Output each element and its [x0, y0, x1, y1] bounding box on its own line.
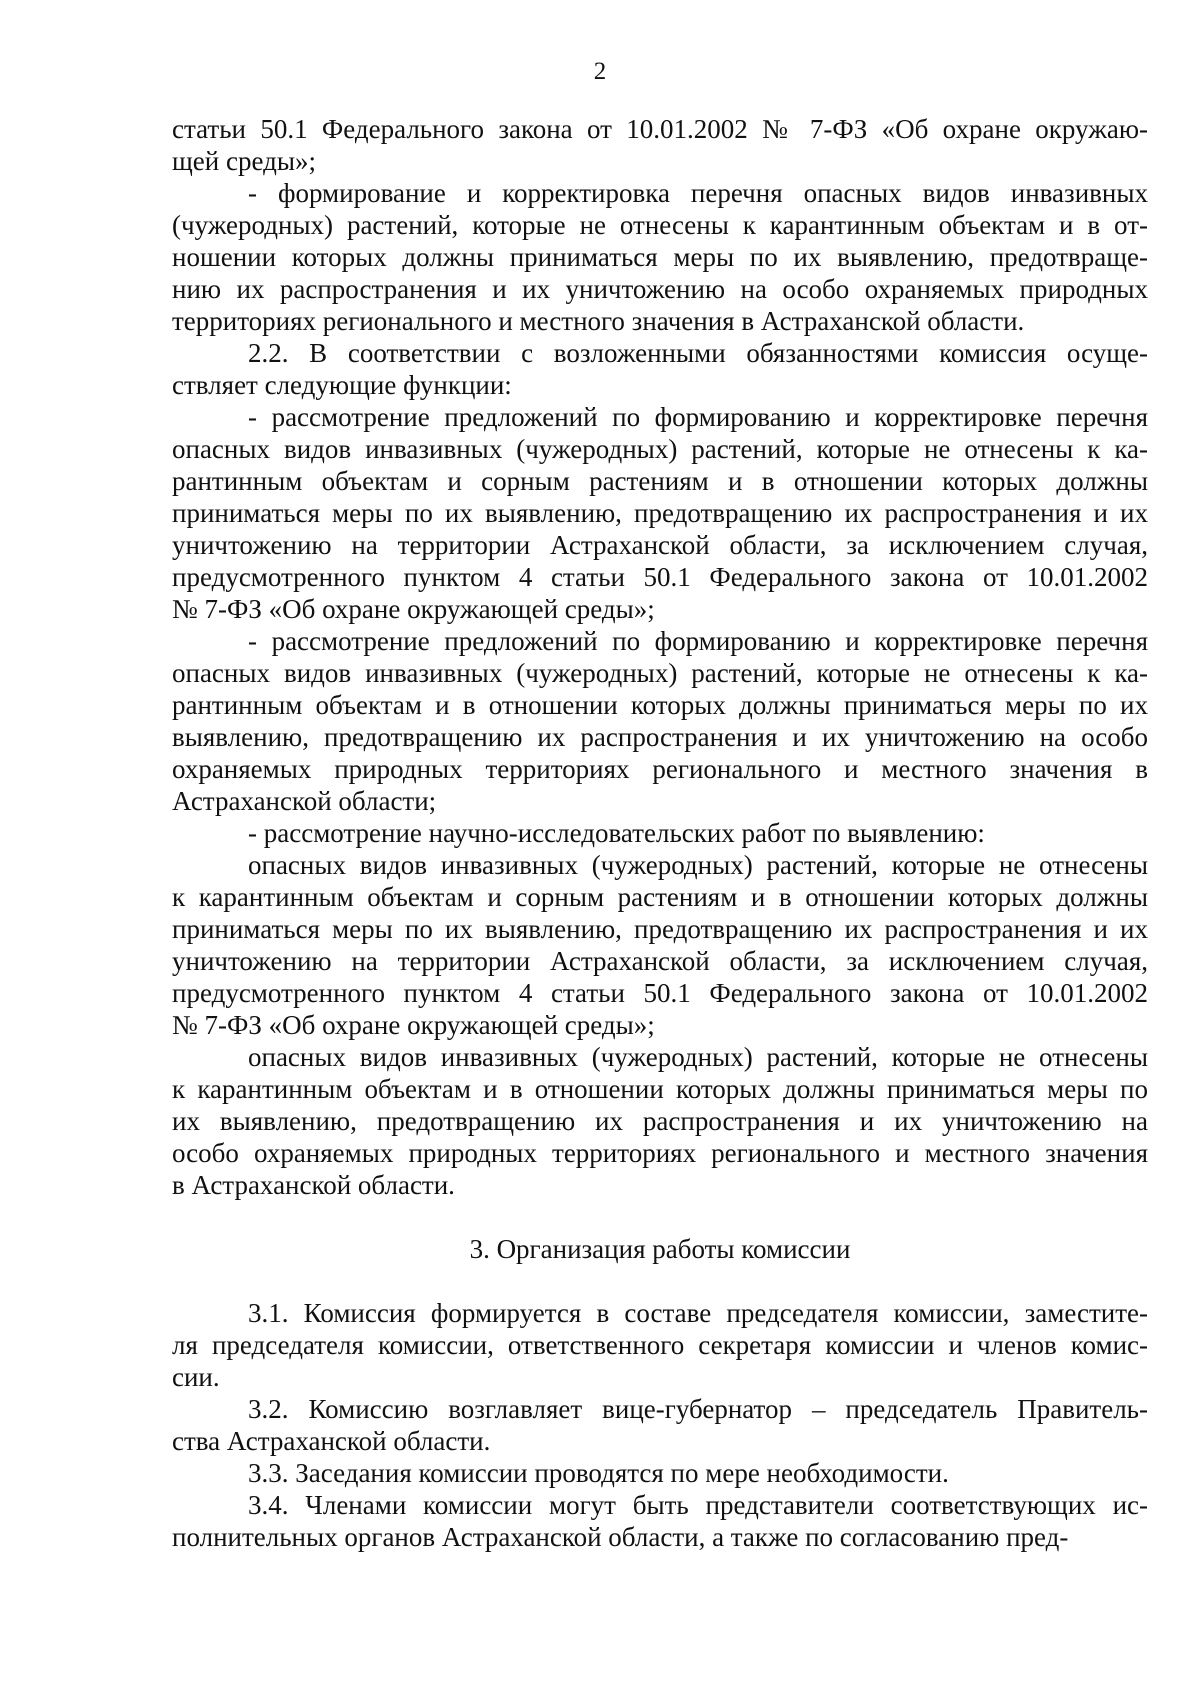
paragraph [172, 337, 1148, 401]
text-line: к карантинным объектам и в отношении которых должны приниматься меры по [172, 1074, 1148, 1104]
text-line: 3.3. Заседания комиссии проводятся по мере необходимости. [248, 1458, 949, 1488]
text-line: охраняемых природных территориях регионального и местного значения в [172, 754, 1148, 784]
text-line: Астраханской области; [172, 786, 437, 816]
paragraph [172, 1489, 1148, 1553]
paragraph [172, 1457, 1148, 1489]
section-heading: 3. Организация работы комиссии [469, 1234, 851, 1264]
text-line: ношении которых должны приниматься меры по их выявлению, предотвраще- [172, 242, 1148, 272]
paragraph [172, 849, 1148, 1041]
text-line: № 7-ФЗ «Об охране окружающей среды»; [172, 594, 655, 624]
text-line: сии. [172, 1362, 220, 1392]
paragraphs-before-section [172, 113, 1148, 1201]
text-line: ля председателя комиссии, ответственного секретаря комиссии и членов комис- [172, 1330, 1148, 1360]
text-line: щей среды»; [172, 146, 316, 176]
paragraph [172, 177, 1148, 337]
paragraph [172, 401, 1148, 625]
text-line: приниматься меры по их выявлению, предотвращению их распространения и их [172, 498, 1148, 528]
text-line: уничтожению на территории Астраханской области, за исключением случая, [172, 946, 1148, 976]
text-line: 3.2. Комиссию возглавляет вице-губернатор – председатель Правитель- [248, 1394, 1148, 1424]
text-line: к карантинным объектам и сорным растениям и в отношении которых должны [172, 882, 1148, 912]
text-line: уничтожению на территории Астраханской области, за исключением случая, [172, 530, 1148, 560]
text-line: опасных видов инвазивных (чужеродных) растений, которые не отнесены к ка- [172, 658, 1148, 688]
text-line: предусмотренного пунктом 4 статьи 50.1 Федерального закона от 10.01.2002 [172, 978, 1148, 1008]
paragraph [172, 1393, 1148, 1457]
text-line: ства Астраханской области. [172, 1426, 491, 1456]
text-line: - рассмотрение предложений по формированию и корректировке перечня [248, 626, 1148, 656]
document-body [172, 113, 1148, 1553]
text-line: полнительных органов Астраханской области, а также по согласованию пред- [172, 1522, 1069, 1552]
paragraph [172, 113, 1148, 177]
text-line: - рассмотрение предложений по формированию и корректировке перечня [248, 402, 1148, 432]
text-line: 2.2. В соответствии с возложенными обязанностями комиссия осуще- [248, 338, 1148, 368]
text-line: (чужеродных) растений, которые не отнесены к карантинным объектам и в от- [172, 210, 1148, 240]
text-line: приниматься меры по их выявлению, предотвращению их распространения и их [172, 914, 1148, 944]
text-line: выявлению, предотвращению их распространения и их уничтожению на особо [172, 722, 1148, 752]
text-line: опасных видов инвазивных (чужеродных) растений, которые не отнесены [248, 850, 1148, 880]
text-line: - формирование и корректировка перечня опасных видов инвазивных [248, 178, 1148, 208]
text-line: опасных видов инвазивных (чужеродных) растений, которые не отнесены к ка- [172, 434, 1148, 464]
text-line: 3.1. Комиссия формируется в составе председателя комиссии, заместите- [248, 1298, 1148, 1328]
text-line: нию их распространения и их уничтожению на особо охраняемых природных [172, 274, 1148, 304]
paragraph [172, 1041, 1148, 1201]
paragraph [172, 817, 1148, 849]
text-line: рантинным объектам и сорным растениям и в отношении которых должны [172, 466, 1148, 496]
text-line: статьи 50.1 Федерального закона от 10.01.2002 № 7-ФЗ «Об охране окружаю- [172, 114, 1148, 144]
section-paragraphs [172, 1297, 1148, 1553]
text-line: предусмотренного пунктом 4 статьи 50.1 Федерального закона от 10.01.2002 [172, 562, 1148, 592]
text-line: особо охраняемых природных территориях регионального и местного значения [172, 1138, 1148, 1168]
text-line: № 7-ФЗ «Об охране окружающей среды»; [172, 1010, 655, 1040]
text-line: - рассмотрение научно-исследовательских работ по выявлению: [248, 818, 985, 848]
paragraph [172, 625, 1148, 817]
text-line: ствляет следующие функции: [172, 370, 512, 400]
text-line: рантинным объектам и в отношении которых должны приниматься меры по их [172, 690, 1148, 720]
text-line: опасных видов инвазивных (чужеродных) растений, которые не отнесены [248, 1042, 1148, 1072]
text-line: их выявлению, предотвращению их распространения и их уничтожению на [172, 1106, 1148, 1136]
text-line: 3.4. Членами комиссии могут быть представители соответствующих ис- [248, 1490, 1148, 1520]
paragraph [172, 1297, 1148, 1393]
text-line: территориях регионального и местного значения в Астраханской области. [172, 306, 1025, 336]
text-line: в Астраханской области. [172, 1170, 455, 1200]
page-number: 2 [593, 58, 607, 85]
